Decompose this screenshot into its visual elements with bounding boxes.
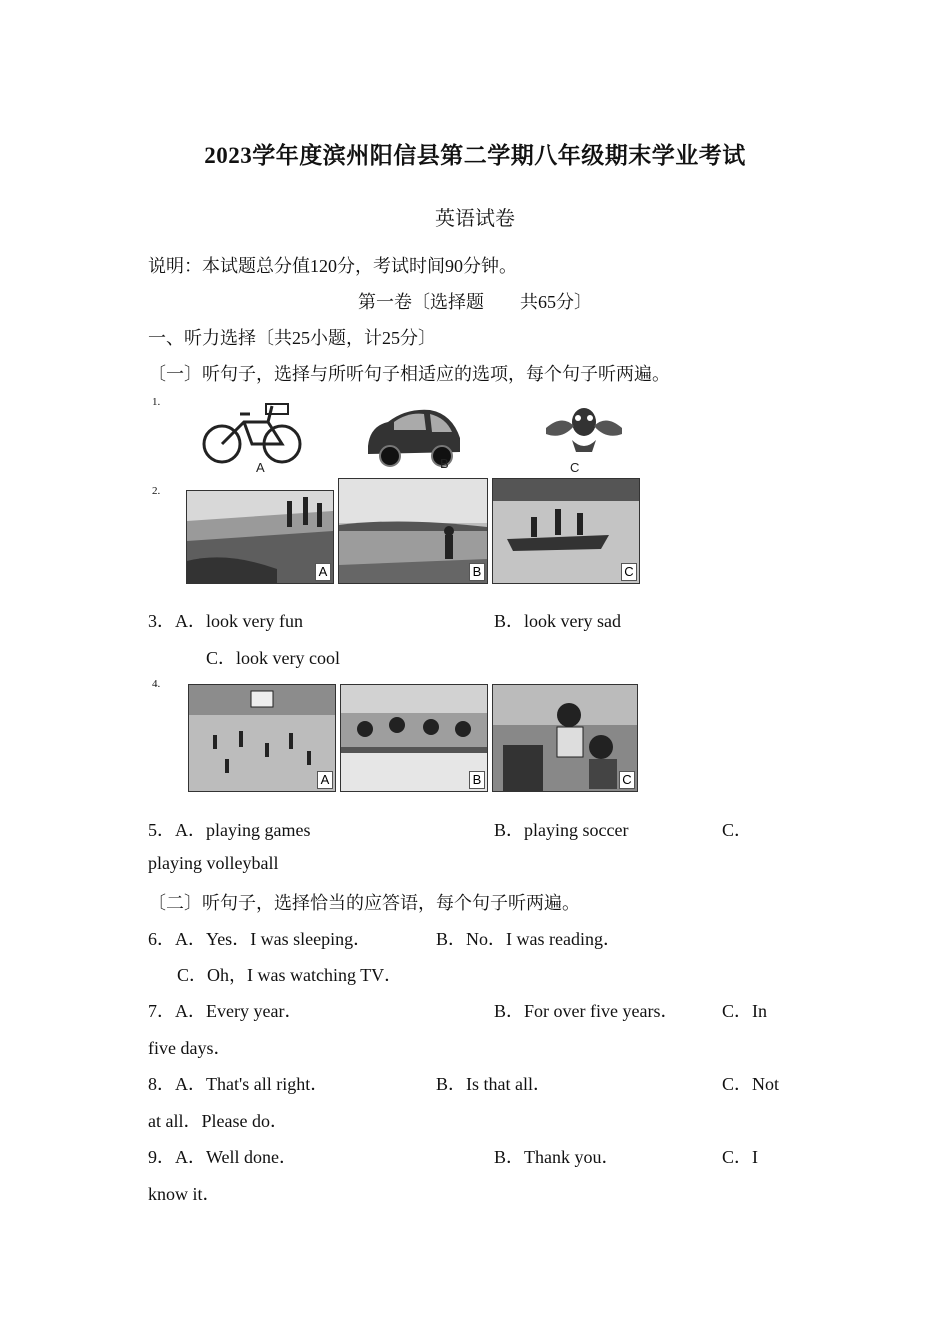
q7-option-b: B．For over five years． xyxy=(494,1001,679,1021)
q7-option-a: 7．A．Every year． xyxy=(148,1001,303,1021)
q2-option-b-photo xyxy=(338,478,488,584)
exam-subtitle: 英语试卷 xyxy=(435,208,515,230)
q5-option-c-continued: playing volleyball xyxy=(148,853,279,873)
q4-option-c-photo xyxy=(492,684,638,792)
q2-label-c: C xyxy=(621,563,637,581)
q8-option-c: C．Not xyxy=(722,1074,780,1094)
q4-label-c: C xyxy=(619,771,635,789)
q8-option-b: B．Is that all． xyxy=(436,1074,551,1094)
boat-image xyxy=(493,479,639,583)
q9-option-c-continued: know it． xyxy=(148,1184,221,1204)
q2-option-a-photo xyxy=(186,490,334,584)
q1-option-c-kite xyxy=(536,400,632,478)
bicycle-icon xyxy=(196,396,312,478)
q4-option-b-photo xyxy=(340,684,488,792)
q1-label-c: C xyxy=(570,460,580,475)
q7-option-c: C．In xyxy=(722,1001,767,1021)
part-title: 第一卷〔选择题 共65分〕 xyxy=(358,292,592,312)
q3-option-c: C．look very cool xyxy=(206,648,340,668)
q2-label-a: A xyxy=(315,563,331,581)
basketball-court-image xyxy=(189,685,335,791)
q5-option-c: C． xyxy=(722,820,753,840)
q4-label-b: B xyxy=(469,771,485,789)
q4-number: 4. xyxy=(152,678,161,690)
q1-number: 1. xyxy=(152,396,161,408)
q2-option-c-photo xyxy=(492,478,640,584)
q5-option-b: B．playing soccer xyxy=(494,820,629,840)
q1-option-a-bicycle xyxy=(196,396,312,478)
q1-label-a: A xyxy=(256,460,265,475)
q3-option-a: 3．A．look very fun xyxy=(148,611,303,631)
classroom-image xyxy=(341,685,487,791)
q2-label-b: B xyxy=(469,563,485,581)
q3-option-b: B．look very sad xyxy=(494,611,621,631)
q9-option-a: 9．A．Well done． xyxy=(148,1147,298,1167)
q9-option-c: C．I xyxy=(722,1147,758,1167)
exam-instructions: 说明：本试题总分值120分，考试时间90分钟。 xyxy=(148,256,517,276)
q8-option-a: 8．A．That's all right． xyxy=(148,1074,329,1094)
q8-option-c-continued: at all．Please do． xyxy=(148,1111,288,1131)
q1-option-b-car xyxy=(360,400,468,476)
car-icon xyxy=(360,400,468,476)
subsection-1-title: 〔一〕听句子，选择与所听句子相适应的选项，每个句子听两遍。 xyxy=(148,364,670,384)
q6-option-b: B．No．I was reading． xyxy=(436,929,621,949)
q9-option-b: B．Thank you． xyxy=(494,1147,620,1167)
exam-title: 2023学年度滨州阳信县第二学期八年级期末学业考试 xyxy=(204,143,746,168)
q7-option-c-continued: five days． xyxy=(148,1038,232,1058)
kite-icon xyxy=(536,400,632,478)
riverbank-image xyxy=(187,491,333,583)
piano-image xyxy=(493,685,637,791)
q6-option-a: 6．A．Yes．I was sleeping． xyxy=(148,929,372,949)
section-title: 一、听力选择〔共25小题，计25分〕 xyxy=(148,328,436,348)
q2-number: 2. xyxy=(152,485,161,497)
lake-fishing-image xyxy=(339,479,487,583)
q4-label-a: A xyxy=(317,771,333,789)
q1-label-b: B xyxy=(440,456,449,471)
q4-option-a-photo xyxy=(188,684,336,792)
subsection-2-title: 〔二〕听句子，选择恰当的应答语，每个句子听两遍。 xyxy=(148,893,580,913)
q5-option-a: 5．A．playing games xyxy=(148,820,311,840)
q6-option-c: C．Oh，I was watching TV． xyxy=(177,965,403,985)
